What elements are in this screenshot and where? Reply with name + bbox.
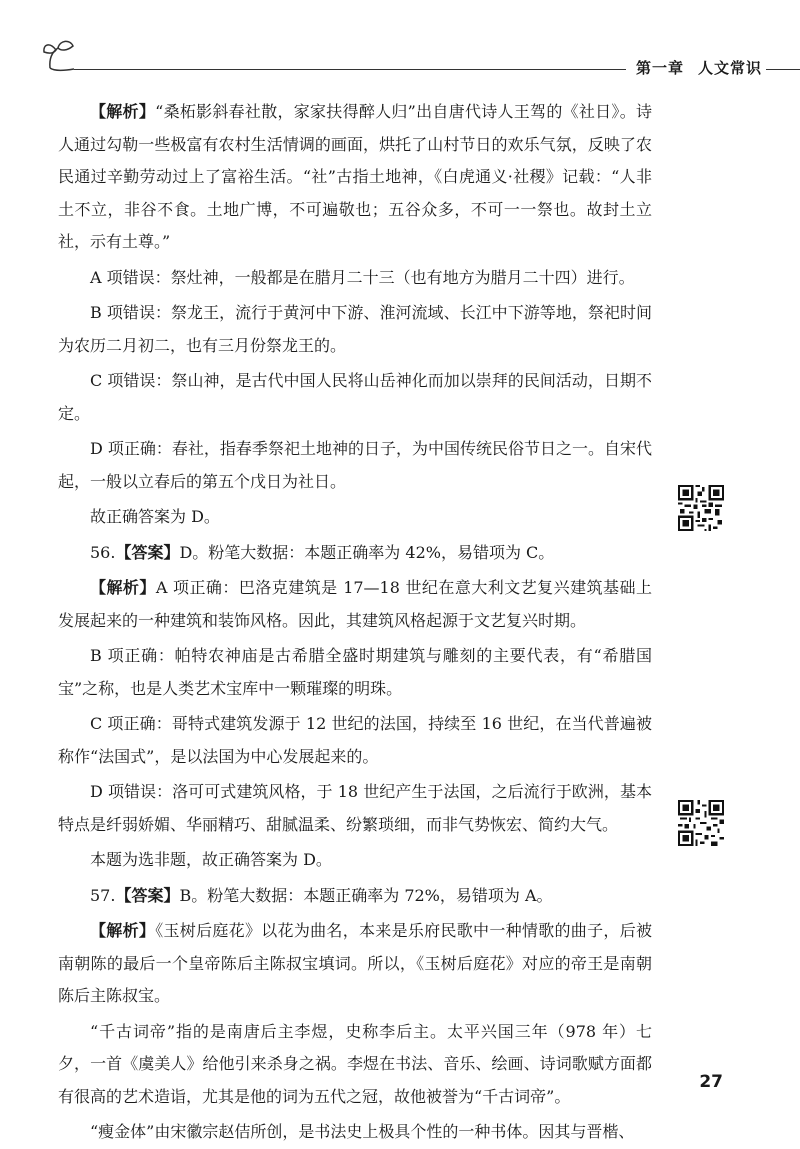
page-header	[40, 38, 790, 78]
paragraph-text: 《玉树后庭花》以花为曲名，本来是乐府民歌中一种情歌的曲子，后被南朝陈的最后一个皇帝陈后主陈叔宝填词。所以，《玉树后庭花》对应的帝王是南朝陈后主陈叔宝。	[58, 921, 652, 1005]
paragraph-analysis-56	[58, 572, 652, 637]
answer-text: D。粉笔大数据：本题正确率为 42%，易错项为 C。	[179, 542, 555, 562]
paragraph-li-yu: “千古词帝”指的是南唐后主李煜，史称李后主。太平兴国三年（978 年）七夕，一首《虞美人》给他引来杀身之祸。李煜在书法、音乐、绘画、诗词歌赋方面都有很高的艺术造诣，尤其是他的词为五代之冠，故他被誉为“千古词帝”。	[58, 1021, 652, 1106]
paragraph-option-d: D 项错误：洛可可式建筑风格，于 18 世纪产生于法国，之后流行于欧洲，基本特点是纤弱娇媚、华丽精巧、甜腻温柔、纷繁琐细，而非气势恢宏、简约大气。	[58, 782, 652, 834]
answer-57	[58, 880, 652, 913]
header-rule-left	[74, 69, 626, 70]
answer-text: B。粉笔大数据：本题正确率为 72%，易错项为 A。	[179, 885, 553, 905]
question-number: 57.	[90, 885, 116, 905]
paragraph-conclusion: 本题为选非题，故正确答案为 D。	[90, 850, 332, 869]
answer-56	[58, 537, 652, 570]
paragraph-option-d: D 项正确：春社，指春季祭祀土地神的日子，为中国传统民俗节日之一。自宋代起，一般以立春后的第五个戊日为社日。	[58, 439, 652, 491]
chapter-number: 第一章	[636, 59, 685, 77]
answer-tag: 【答案】	[115, 885, 180, 905]
qr-code-icon[interactable]	[678, 800, 724, 846]
section-title: 人文常识	[698, 59, 763, 77]
question-number: 56.	[90, 542, 116, 562]
paragraph-conclusion: 故正确答案为 D。	[90, 507, 220, 526]
page-body	[58, 96, 652, 1149]
paragraph-option-a: A 项错误：祭灶神，一般都是在腊月二十三（也有地方为腊月二十四）进行。	[90, 267, 635, 287]
analysis-tag: 【解析】	[90, 578, 156, 597]
answer-tag: 【答案】	[115, 542, 180, 562]
paragraph-text: “桑柘影斜春社散，家家扶得醉人归”出自唐代诗人王驾的《社日》。诗人通过勾勒一些极富有农村生活情调的画面，烘托了山村节日的欢乐气氛，反映了农民通过辛勤劳动过上了富裕生活。“社”古指土地神，《白虎通义·社稷》记载：“人非土不立，非谷不食。土地广博，不可遍敬也；五谷众多，不可一一祭也。故封土立社，示有土尊。”	[58, 102, 652, 251]
page-number: 27	[699, 1072, 723, 1092]
paragraph-text: A 项正确：巴洛克建筑是 17—18 世纪在意大利文艺复兴建筑基础上发展起来的一种建筑和装饰风格。因此，其建筑风格起源于文艺复兴时期。	[58, 578, 652, 630]
paragraph-analysis-57	[58, 915, 652, 1013]
qr-code-icon[interactable]	[678, 485, 724, 531]
chapter-title	[636, 57, 762, 78]
paragraph-option-b: B 项正确：帕特农神庙是古希腊全盛时期建筑与雕刻的主要代表，有“希腊国宝”之称，也是人类艺术宝库中一颗璀璨的明珠。	[58, 646, 652, 698]
paragraph-analysis-55	[58, 96, 652, 259]
paragraph-option-b: B 项错误：祭龙王，流行于黄河中下游、淮河流域、长江中下游等地，祭祀时间为农历二月初二，也有三月份祭龙王的。	[58, 303, 652, 355]
header-rule-right	[766, 69, 800, 70]
analysis-tag: 【解析】	[90, 102, 156, 121]
analysis-tag: 【解析】	[90, 921, 156, 940]
paragraph-shou-jin-ti: “瘦金体”由宋徽宗赵佶所创，是书法史上极具个性的一种书体。因其与晋楷、	[90, 1122, 635, 1141]
paragraph-option-c: C 项正确：哥特式建筑发源于 12 世纪的法国，持续至 16 世纪，在当代普遍被称作“法国式”，是以法国为中心发展起来的。	[58, 714, 652, 766]
paragraph-option-c: C 项错误：祭山神，是古代中国人民将山岳神化而加以崇拜的民间活动，日期不定。	[58, 371, 652, 423]
